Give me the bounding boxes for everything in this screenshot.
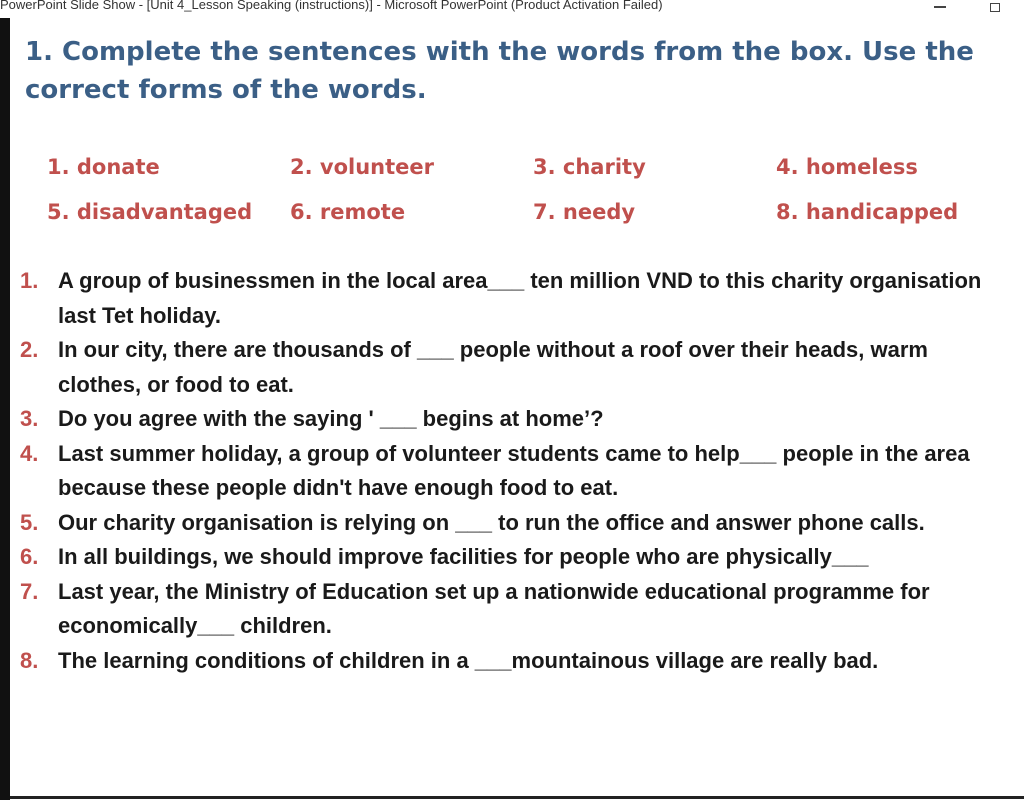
left-edge-bar: [0, 18, 10, 800]
question-item: [20, 437, 1005, 506]
word-box-item: 3. charity: [533, 155, 646, 179]
maximize-icon: [990, 3, 1000, 12]
question-item: [20, 264, 1005, 333]
question-text: In all buildings, we should improve facilities for people who are physically___: [58, 544, 869, 569]
question-number: 6.: [20, 544, 39, 569]
question-text: Last year, the Ministry of Education set up a nationwide educational programme for economically___ children.: [58, 578, 930, 638]
question-number: 8.: [20, 647, 39, 673]
word-box-item: 7. needy: [533, 200, 636, 224]
question-item: [20, 540, 1005, 575]
word-box-item: 2. volunteer: [290, 155, 434, 179]
question-number: 3.: [20, 406, 39, 431]
word-box-item: 6. remote: [290, 200, 406, 224]
word-box-item: 8. handicapped: [776, 200, 959, 224]
window-title: PowerPoint Slide Show - [Unit 4_Lesson Speaking (instructions)] - Microsoft PowerPoint (Product Activation Failed): [0, 0, 663, 12]
question-text: The learning conditions of children in a ___mountainous village are really bad.: [58, 647, 879, 673]
question-item: [20, 333, 1005, 402]
question-text: Last summer holiday, a group of volunteer students came to help___ people in the area because these people didn't have enough food to eat.: [58, 440, 970, 500]
slide-bottom-border: [10, 796, 1024, 799]
word-box-item: 1. donate: [47, 155, 160, 179]
question-number: 1.: [20, 268, 39, 293]
question-text: A group of businessmen in the local area___ ten million VND to this charity organisation last Tet holiday.: [58, 268, 982, 328]
word-box-item: 5. disadvantaged: [47, 200, 253, 224]
minimize-button[interactable]: [920, 0, 960, 14]
question-item: [20, 506, 1005, 541]
exercise-heading: 1. Complete the sentences with the words from the box. Use the correct forms of the words.: [25, 37, 974, 105]
question-item: [20, 644, 1005, 679]
question-text: Our charity organisation is relying on ___ to run the office and answer phone calls.: [58, 509, 925, 535]
question-item: [20, 402, 1005, 437]
question-text: Do you agree with the saying ' ___ begins at home’?: [58, 406, 604, 431]
question-number: 2.: [20, 337, 39, 362]
window-titlebar: [0, 0, 1024, 16]
question-text: In our city, there are thousands of ___ people without a roof over their heads, warm clothes, or food to eat.: [58, 337, 928, 397]
question-number: 5.: [20, 509, 39, 535]
minimize-icon: [934, 6, 946, 8]
maximize-button[interactable]: [975, 0, 1015, 14]
question-list: [20, 264, 1005, 678]
question-item: [20, 575, 1005, 644]
word-box-item: 4. homeless: [776, 155, 918, 179]
question-number: 7.: [20, 578, 39, 604]
question-number: 4.: [20, 440, 39, 466]
